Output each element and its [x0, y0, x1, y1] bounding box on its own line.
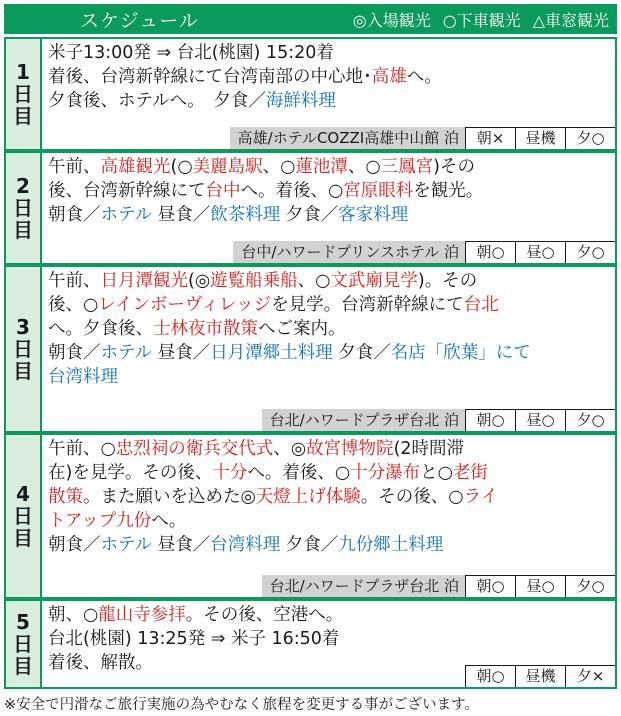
meal-cells — [465, 575, 615, 597]
sightseeing-spot: 十分 — [212, 463, 248, 483]
itinerary-text: を見学。台湾新幹線にて — [271, 295, 464, 315]
day-number-char: 日 — [13, 504, 33, 528]
day-itinerary — [42, 153, 615, 263]
sightseeing-spot: 日月潭観光 — [100, 271, 188, 291]
day-number-char: 1 — [16, 60, 30, 84]
itinerary-line — [48, 293, 609, 317]
meal-item: 九份郷土料理 — [338, 535, 444, 555]
meal-item: ホテル — [100, 535, 153, 555]
sightseeing-spot: 蓮池潭 — [295, 157, 348, 177]
meal-cell: 夕× — [565, 665, 615, 687]
itinerary-text: 朝食／ — [48, 535, 101, 555]
day-footer — [233, 241, 615, 263]
itinerary-text: 着後、解散。 — [48, 653, 153, 673]
meal-cell: 朝○ — [465, 575, 515, 597]
itinerary-text: 夕食後、ホテルへ。 夕食／ — [48, 91, 266, 111]
schedule-title: スケジュール — [80, 9, 199, 32]
day-number-char: 日 — [13, 337, 33, 361]
sightseeing-spot: 散策 — [48, 487, 83, 507]
schedule-header — [4, 4, 617, 34]
itinerary-text: 、◎ — [273, 439, 307, 459]
itinerary-text: 朝食／ — [48, 343, 101, 363]
meal-item: 台湾料理 — [210, 535, 281, 555]
itinerary-text: 米子13:00発 ⇒ 台北(桃園) 15:20着 — [48, 43, 334, 63]
legend-entry-window: △車窓観光 — [532, 10, 609, 30]
itinerary-line — [48, 509, 609, 533]
meal-cell: 昼○ — [515, 409, 565, 431]
itinerary-text: (2時間滞 — [393, 439, 465, 459]
itinerary-line — [48, 341, 609, 365]
itinerary-line — [48, 89, 609, 113]
itinerary-text: 後、台湾新幹線にて — [48, 181, 206, 201]
itinerary-text: (○ — [170, 157, 193, 177]
itinerary-line — [48, 269, 609, 293]
day-number-label — [6, 39, 42, 149]
itinerary-line — [48, 41, 609, 65]
itinerary-text: へ。着後、○ — [240, 181, 344, 201]
itinerary-text: 昼食／ — [152, 535, 211, 555]
itinerary-text: 昼食／ — [152, 343, 211, 363]
day-footer — [465, 665, 615, 687]
itinerary-text: 朝食／ — [48, 205, 101, 225]
day-2-row — [4, 151, 617, 265]
day-number-label — [6, 601, 42, 687]
meal-item: 日月潭郷土料理 — [210, 343, 333, 363]
itinerary-line — [48, 533, 609, 557]
sightseeing-spot: 台中 — [205, 181, 241, 201]
meal-cell: 夕○ — [565, 127, 615, 149]
day-itinerary — [42, 267, 615, 431]
itinerary-text: へ。 — [406, 67, 442, 87]
itinerary-line — [48, 461, 609, 485]
day-number-char: 日 — [13, 632, 33, 656]
sightseeing-spot: レインボーヴィレッジ — [98, 295, 272, 315]
day-number-char: 目 — [13, 218, 33, 242]
itinerary-text: 後、○ — [48, 295, 99, 315]
itinerary-text: へご案内。 — [258, 319, 346, 339]
itinerary-text: )。その — [417, 271, 478, 291]
day-number-char: 5 — [16, 610, 30, 634]
itinerary-text: 朝、○ — [48, 605, 99, 625]
meal-cell: 朝× — [465, 127, 515, 149]
itinerary-text: 夕食／ — [332, 343, 391, 363]
meal-cell: 朝○ — [465, 241, 515, 263]
sightseeing-spot: 故宮博物院 — [306, 439, 394, 459]
sightseeing-spot: 天燈上げ体験 — [255, 487, 361, 507]
sightseeing-spot: 忠烈祠の衛兵交代式 — [115, 439, 274, 459]
sightseeing-spot: 美麗島駅 — [192, 157, 263, 177]
day-number-label — [6, 153, 42, 263]
meal-cell: 昼○ — [515, 575, 565, 597]
itinerary-text: (◎ — [188, 271, 211, 291]
itinerary-text: 、○ — [347, 157, 381, 177]
day-number-char: 3 — [16, 315, 30, 339]
meal-item: 客家料理 — [338, 205, 409, 225]
itinerary-line — [48, 203, 609, 227]
itinerary-text: )その — [433, 157, 475, 177]
day-itinerary — [42, 601, 615, 687]
meal-item: ホテル — [100, 343, 153, 363]
meal-cell: 夕○ — [565, 575, 615, 597]
meal-cells — [465, 127, 615, 149]
meal-cells — [465, 409, 615, 431]
meal-cells — [465, 665, 615, 687]
itinerary-line — [48, 627, 609, 651]
itinerary-text: 午前、 — [48, 271, 101, 291]
sightseeing-spot: トアップ九份 — [48, 511, 152, 531]
itinerary-text: 夕食／ — [280, 535, 339, 555]
sightseeing-spot: ライ — [463, 487, 499, 507]
meal-item: ホテル — [100, 205, 153, 225]
itinerary-text: 昼食／ — [152, 205, 211, 225]
day-3-row — [4, 265, 617, 433]
itinerary-text: を観光。 — [413, 181, 484, 201]
itinerary-line — [48, 365, 609, 389]
sightseeing-spot: 老街 — [452, 463, 488, 483]
sightseeing-spot: 十分瀑布 — [350, 463, 421, 483]
legend — [353, 8, 617, 31]
day-number-char: 日 — [13, 196, 33, 220]
sightseeing-spot: 台北 — [463, 295, 499, 315]
itinerary-line — [48, 485, 609, 509]
legend-entry-stop: ○下車観光 — [442, 10, 521, 30]
meal-cell: 昼機 — [515, 127, 565, 149]
meal-item: 海鮮料理 — [265, 91, 336, 111]
itinerary-text: 。その後、○ — [360, 487, 464, 507]
meal-item: 名店「欣葉」にて — [390, 343, 531, 363]
hotel-label: 台中/ハワードプリンスホテル 泊 — [233, 241, 465, 263]
day-footer — [262, 409, 615, 431]
day-footer — [230, 127, 615, 149]
day-number-char: 2 — [16, 174, 30, 198]
day-1-row — [4, 37, 617, 151]
hotel-label: 高雄/ホテルCOZZI高雄中山館 泊 — [230, 127, 465, 149]
itinerary-text: へ。着後、○ — [247, 463, 351, 483]
day-number-label — [6, 267, 42, 431]
day-number-char: 目 — [13, 654, 33, 678]
day-number-char: 日 — [13, 82, 33, 106]
itinerary-text: 。その後、空港へ。 — [185, 605, 344, 625]
itinerary-text: 午前、○ — [48, 439, 116, 459]
meal-cell: 昼機 — [515, 665, 565, 687]
meal-cell: 朝○ — [465, 409, 515, 431]
day-footer — [262, 575, 615, 597]
itinerary-line — [48, 603, 609, 627]
sightseeing-spot: 三鳳宮 — [380, 157, 434, 177]
itinerary-text: と○ — [420, 463, 453, 483]
day-itinerary — [42, 39, 615, 149]
itinerary-text: 在)を見学。その後、 — [48, 463, 213, 483]
hotel-label: 台北/ハワードプラザ台北 泊 — [262, 575, 465, 597]
itinerary-text: へ。夕食後、 — [48, 319, 153, 339]
meal-cells — [465, 241, 615, 263]
day-itinerary — [42, 435, 615, 597]
itinerary-text: 着後、台湾新幹線にて台湾南部の中心地･ — [48, 67, 372, 87]
meal-item: 台湾料理 — [48, 367, 118, 387]
itinerary-text: 台北(桃園) 13:25発 ⇒ 米子 16:50着 — [48, 629, 340, 649]
itinerary-line — [48, 317, 609, 341]
itinerary-text: 、○ — [297, 271, 331, 291]
day-number-char: 目 — [13, 359, 33, 383]
meal-cell: 朝○ — [465, 665, 515, 687]
sightseeing-spot: 遊覧船乗船 — [210, 271, 298, 291]
itinerary-text: 。また願いを込めた◎ — [83, 487, 256, 507]
meal-cell: 夕○ — [565, 241, 615, 263]
meal-cell: 昼○ — [515, 241, 565, 263]
day-number-char: 4 — [16, 482, 30, 506]
itinerary-line — [48, 437, 609, 461]
itinerary-line — [48, 65, 609, 89]
hotel-label: 台北/ハワードプラザ台北 泊 — [262, 409, 465, 431]
sightseeing-spot: 高雄観光 — [100, 157, 171, 177]
sightseeing-spot: 宮原眼科 — [343, 181, 414, 201]
day-number-label — [6, 435, 42, 597]
disclaimer-note: ※安全で円滑なご旅行実施の為やむなく旅程を変更する事がございます。 — [4, 697, 479, 713]
legend-entry-admission: ◎入場観光 — [352, 10, 431, 30]
itinerary-text: へ。 — [151, 511, 187, 531]
day-4-row — [4, 433, 617, 599]
sightseeing-spot: 高雄 — [371, 67, 407, 87]
meal-cell: 夕○ — [565, 409, 615, 431]
day-number-char: 目 — [13, 526, 33, 550]
itinerary-text: 、○ — [262, 157, 296, 177]
sightseeing-spot: 龍山寺参拝 — [98, 605, 186, 625]
meal-item: 飲茶料理 — [210, 205, 281, 225]
day-number-char: 目 — [13, 104, 33, 128]
itinerary-text: 夕食／ — [280, 205, 339, 225]
itinerary-line — [48, 179, 609, 203]
sightseeing-spot: 士林夜市散策 — [153, 319, 258, 339]
itinerary-text: 午前、 — [48, 157, 101, 177]
sightseeing-spot: 文武廟見学 — [330, 271, 418, 291]
itinerary-line — [48, 155, 609, 179]
day-5-row — [4, 599, 617, 689]
